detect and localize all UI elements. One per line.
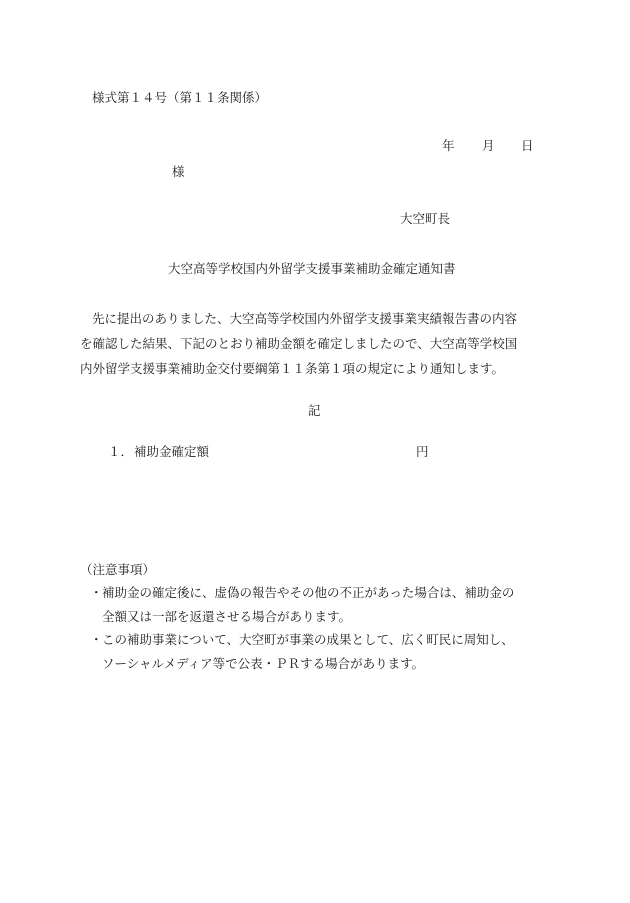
body-line: 内外留学支援事業補助金交付要綱第１１条第１項の規定により通知します。 — [80, 361, 505, 376]
date-month-label: 月 — [482, 138, 495, 153]
amount-unit: 円 — [416, 444, 429, 459]
note-item — [90, 581, 560, 628]
note-line: この補助事業について、大空町が事業の成果として、広く町民に周知し、 — [102, 632, 514, 647]
note-line: 全額又は一部を返還させる場合があります。 — [102, 608, 352, 624]
ki-heading: 記 — [308, 403, 321, 418]
note-line: ソーシャルメディア等で公表・ＰＲする場合があります。 — [102, 655, 425, 671]
body-paragraph — [80, 306, 560, 381]
body-line: を確認した結果、下記のとおり補助金額を確定しましたので、大空高等学校国 — [80, 336, 518, 351]
item-label: 補助金確定額 — [134, 444, 210, 459]
date-year-label: 年 — [442, 138, 455, 153]
confirmed-amount-row — [0, 442, 630, 460]
document-title: 大空高等学校国内外留学支援事業補助金確定通知書 — [168, 261, 456, 276]
bullet-mark: ・ — [90, 585, 103, 600]
bullet-mark: ・ — [90, 632, 103, 647]
body-line: 先に提出のありました、大空高等学校国内外留学支援事業実績報告書の内容 — [92, 311, 518, 326]
notes-list — [90, 581, 560, 675]
date-day-label: 日 — [521, 138, 534, 153]
form-number: 様式第１４号（第１１条関係） — [92, 90, 268, 105]
addressee-honorific: 様 — [172, 164, 185, 179]
date-line — [0, 136, 630, 154]
issuer-name: 大空町長 — [400, 211, 451, 226]
notes-heading: （注意事項） — [80, 562, 156, 577]
note-item — [90, 628, 560, 675]
item-number: １． — [108, 444, 134, 459]
note-line: 補助金の確定後に、虚偽の報告やその他の不正があった場合は、補助金の — [102, 585, 515, 600]
